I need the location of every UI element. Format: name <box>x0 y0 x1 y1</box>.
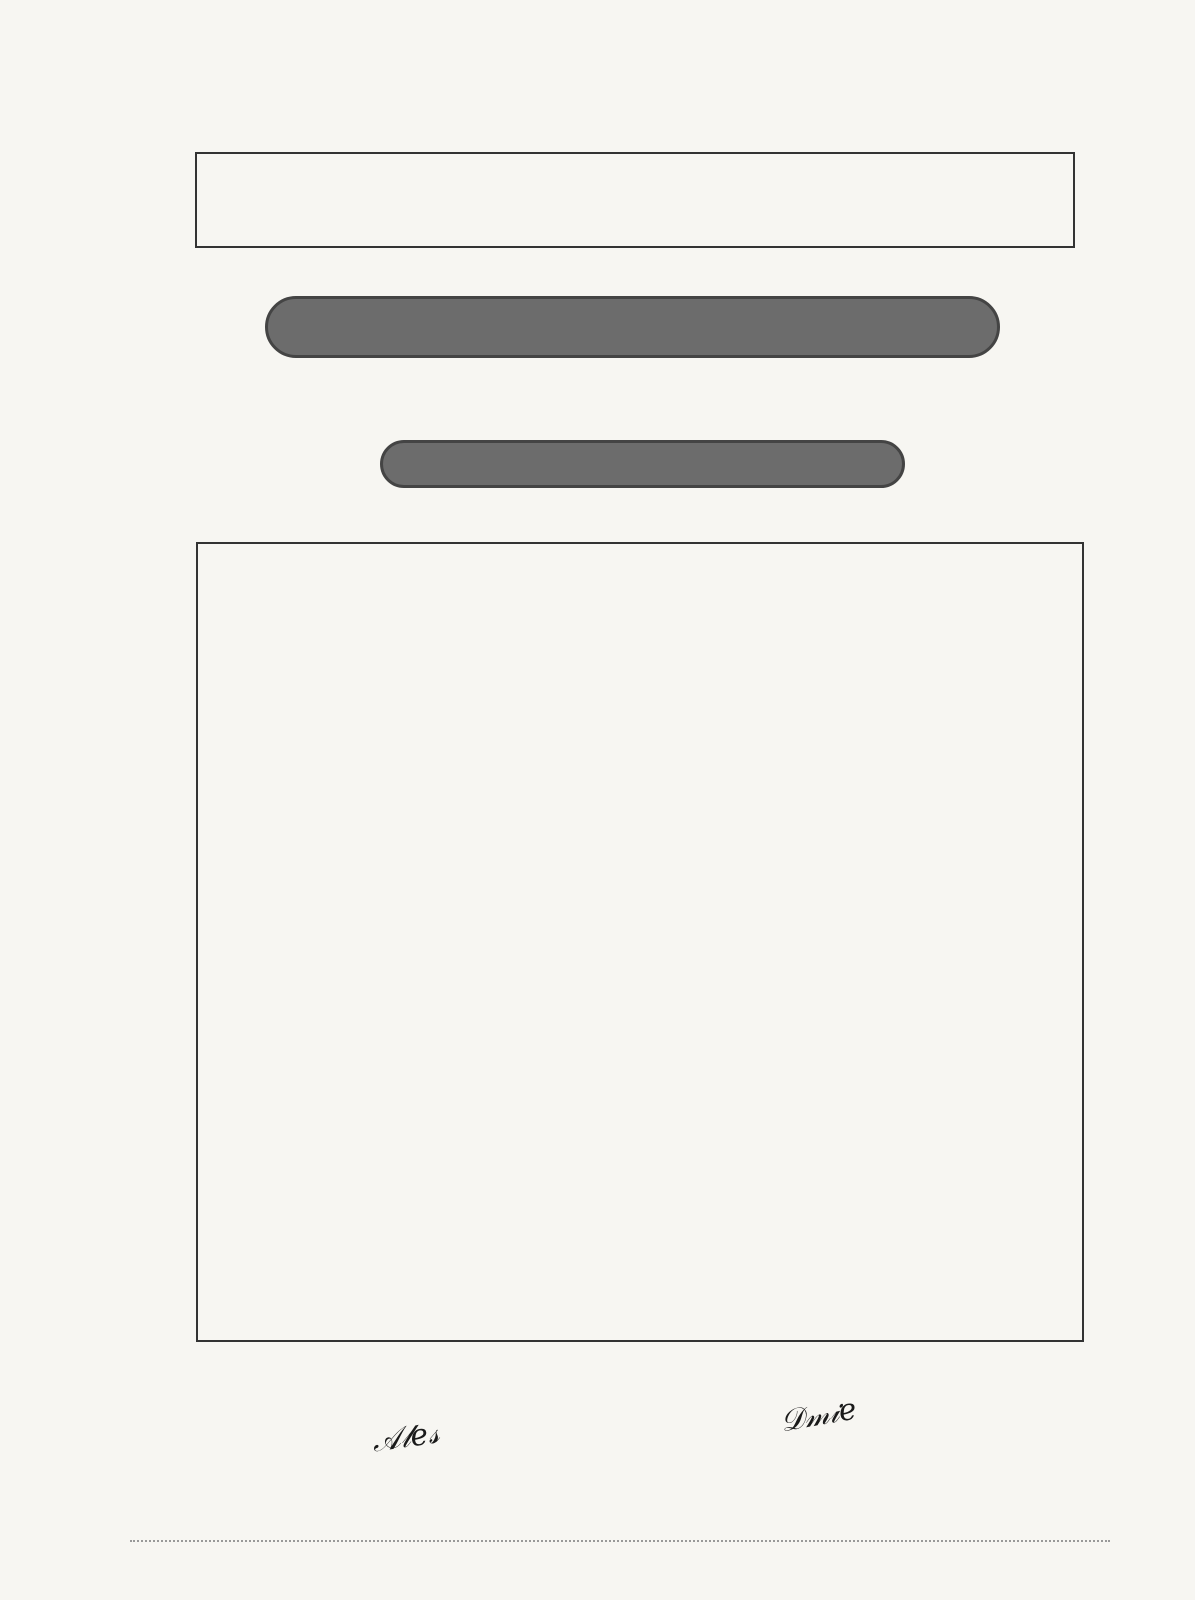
certificate-title-banner <box>380 440 905 488</box>
principal-signature: 𝒟𝓂𝒾𝑒 <box>777 1391 860 1440</box>
notice-box <box>195 152 1075 248</box>
bottom-dotted-line <box>130 1540 1110 1542</box>
clerk-signature: 𝒜𝓁𝑒𝓈 <box>369 1415 442 1460</box>
details-table <box>196 542 1084 1342</box>
school-name-banner <box>265 296 1000 358</box>
